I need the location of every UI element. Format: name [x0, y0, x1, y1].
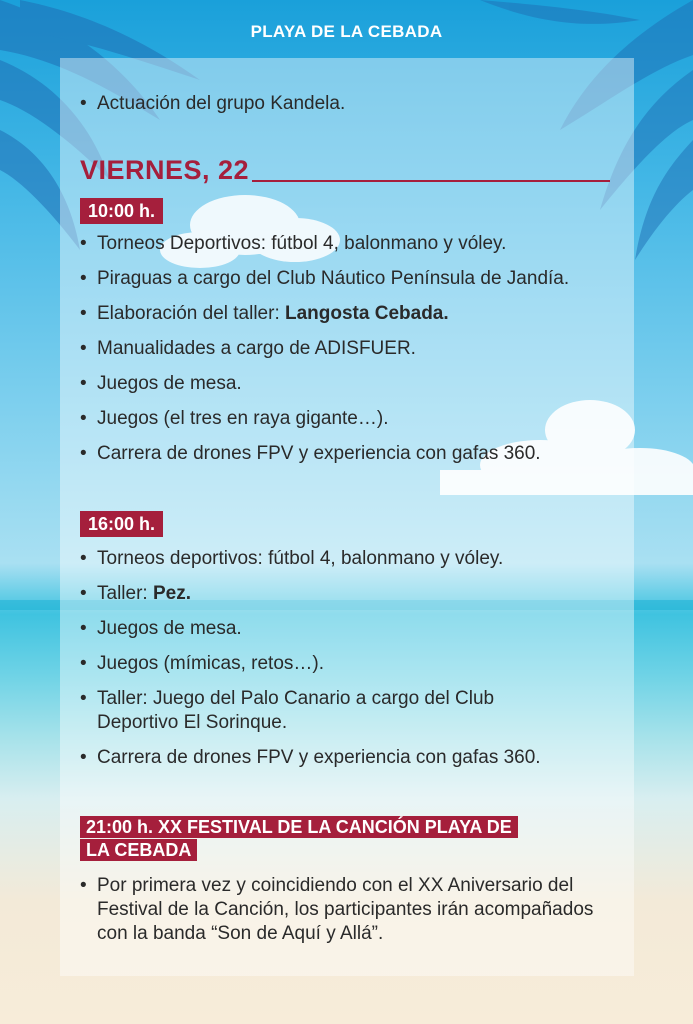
list-item	[80, 582, 620, 606]
list-item: • Por primera vez y coincidiendo con el XX Aniversario del Festival de la Canción, los participantes irán acompañados con la banda “Son de Aquí y Allá”.	[80, 874, 600, 946]
time-badge-morning: 10:00 h.	[80, 198, 163, 224]
list-item: • Taller: Juego del Palo Canario a cargo del Club Deportivo El Sorinque.	[80, 687, 567, 735]
workshop-name: Langosta Cebada.	[285, 303, 449, 324]
time-badge-afternoon: 16:00 h.	[80, 511, 163, 537]
list-item: • Torneos Deportivos: fútbol 4, balonmano y vóley.	[80, 232, 620, 256]
list-item: • Juegos (mímicas, retos…).	[80, 652, 620, 676]
workshop-prefix: Elaboración del taller:	[97, 303, 285, 324]
page-header: PLAYA DE LA CEBADA	[250, 22, 443, 41]
list-item: • Torneos deportivos: fútbol 4, balonmano y vóley.	[80, 547, 620, 571]
list-item: • Manualidades a cargo de ADISFUER.	[80, 337, 620, 361]
day-title: VIERNES, 22	[80, 155, 250, 185]
intro-list	[80, 92, 620, 116]
list-item: • Piraguas a cargo del Club Náutico Península de Jandía.	[80, 267, 620, 291]
workshop-name: Pez.	[152, 583, 191, 604]
festival-list	[80, 874, 600, 946]
afternoon-list	[80, 547, 620, 770]
festival-title	[80, 816, 518, 862]
list-item: • Juegos de mesa.	[80, 372, 620, 396]
day-underline	[252, 180, 610, 182]
list-item	[80, 302, 620, 326]
list-item: • Juegos (el tres en raya gigante…).	[80, 407, 620, 431]
list-item: • Actuación del grupo Kandela.	[80, 92, 620, 116]
list-item: • Carrera de drones FPV y experiencia con gafas 360.	[80, 746, 620, 770]
workshop-prefix: Taller:	[97, 583, 153, 604]
festival-title-line1: 21:00 h. XX FESTIVAL DE LA CANCIÓN PLAYA DE	[80, 816, 518, 838]
morning-list	[80, 232, 620, 466]
list-item: • Carrera de drones FPV y experiencia con gafas 360.	[80, 442, 620, 466]
festival-title-line2: LA CEBADA	[80, 839, 197, 861]
list-item: • Juegos de mesa.	[80, 617, 620, 641]
